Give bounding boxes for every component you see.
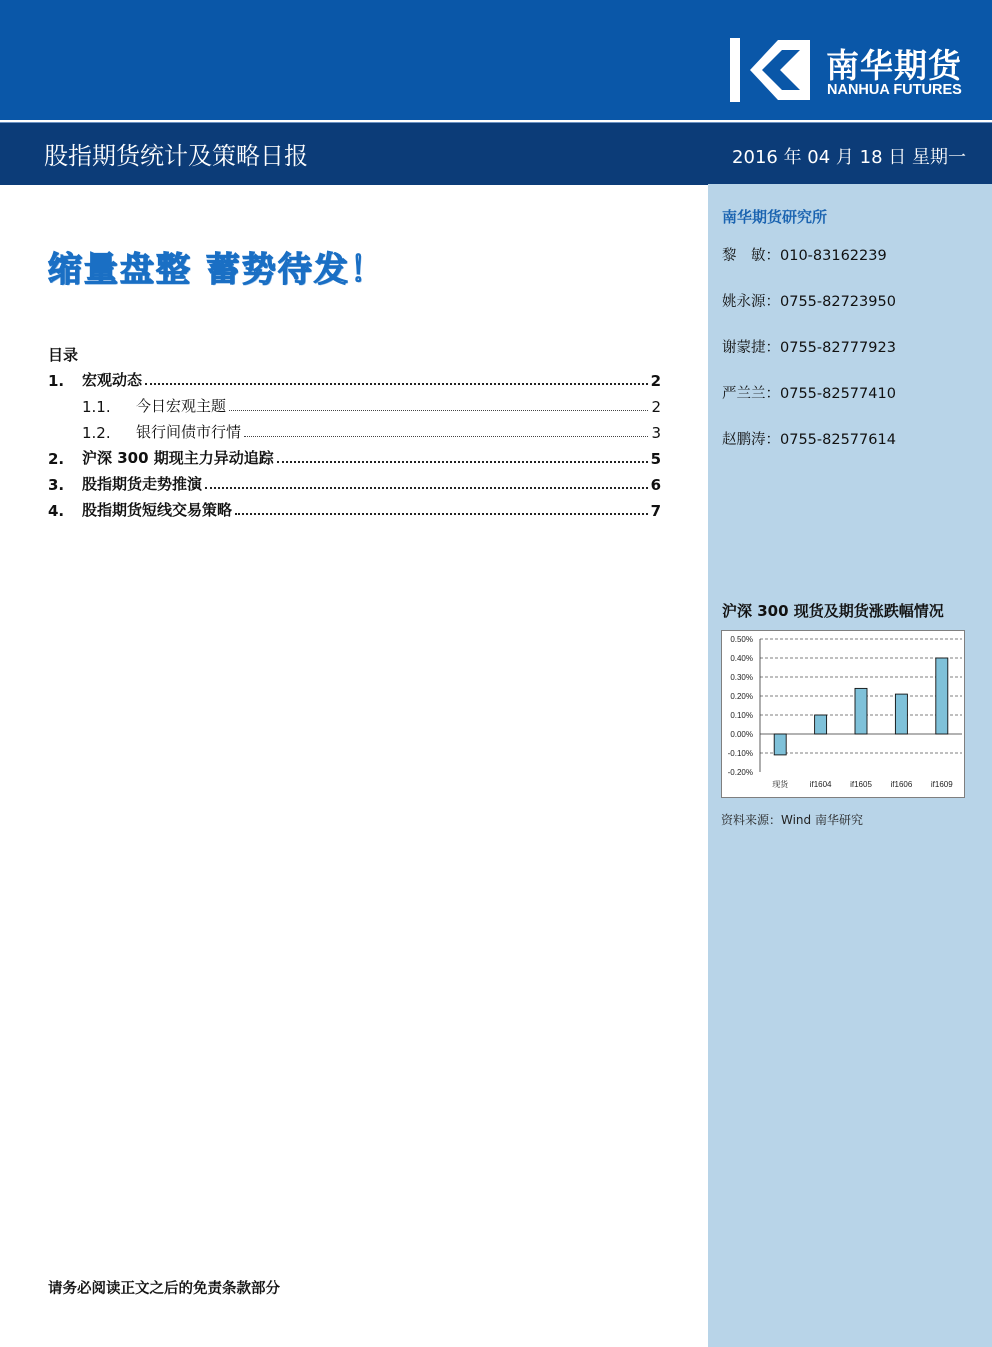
toc-item-page: 2 (651, 398, 661, 416)
nanhua-logo-icon (728, 34, 812, 106)
x-tick-label: if1606 (890, 780, 913, 789)
contact-phone: 0755-82577410 (780, 386, 896, 402)
toc-item-page: 6 (650, 476, 661, 494)
contact-row (722, 336, 896, 357)
logo-en-text: NANHUA FUTURES (827, 82, 962, 98)
contact-row (722, 290, 896, 311)
bar (936, 658, 948, 734)
toc-item-label: 股指期货短线交易策略 (82, 501, 233, 519)
toc-item-label: 宏观动态 (82, 371, 143, 389)
bar (895, 694, 907, 734)
toc-item-page: 7 (650, 502, 661, 520)
report-date: 2016 年 04 月 18 日 星期一 (732, 147, 966, 168)
contact-row (722, 428, 896, 449)
y-tick-label: 0.40% (730, 654, 753, 663)
toc-item[interactable] (48, 472, 661, 494)
toc-item-number: 4. (48, 502, 65, 520)
toc-item[interactable] (82, 420, 661, 442)
toc-item-page: 3 (651, 424, 661, 442)
toc-heading: 目录 (48, 346, 79, 364)
toc-item-page: 5 (650, 450, 661, 468)
bar (855, 688, 867, 734)
toc-dot-leader (145, 383, 648, 385)
toc-item[interactable] (48, 368, 661, 390)
report-title: 股指期货统计及策略日报 (44, 142, 308, 170)
toc-item[interactable] (48, 446, 661, 468)
chart-source: 资料来源：Wind 南华研究 (721, 813, 863, 827)
y-tick-label: -0.10% (727, 749, 753, 758)
toc-item-label: 股指期货走势推演 (82, 475, 203, 493)
toc-item-label: 银行间债市行情 (136, 423, 242, 441)
toc-item[interactable] (48, 498, 661, 520)
toc-dot-leader (205, 487, 648, 489)
y-tick-label: 0.00% (730, 730, 753, 739)
bar (774, 734, 786, 755)
x-tick-label: if1609 (930, 780, 953, 789)
contact-name: 姚永源： (722, 294, 780, 310)
toc-item-number: 1.1. (82, 398, 111, 416)
company-logo (728, 30, 978, 110)
toc-item-number: 3. (48, 476, 65, 494)
contact-name: 谢蒙捷： (722, 340, 780, 356)
y-tick-label: 0.50% (730, 635, 753, 644)
bar (815, 715, 827, 734)
bar-chart (722, 631, 964, 797)
x-tick-label: if1604 (809, 780, 832, 789)
disclaimer: 请务必阅读正文之后的免责条款部分 (48, 1281, 280, 1297)
chart-frame (721, 630, 965, 798)
x-tick-label: 现货 (772, 780, 789, 789)
toc-dot-leader (244, 436, 648, 437)
y-tick-label: 0.20% (730, 692, 753, 701)
toc-item-label: 今日宏观主题 (136, 397, 227, 415)
contact-name: 黎 敏： (722, 248, 780, 264)
y-tick-label: -0.20% (727, 768, 753, 777)
sidebar (708, 184, 992, 1347)
contact-name: 严兰兰： (722, 386, 780, 402)
contact-phone: 010-83162239 (780, 248, 887, 264)
toc-item-number: 1.2. (82, 424, 111, 442)
y-tick-label: 0.10% (730, 711, 753, 720)
toc-dot-leader (277, 461, 648, 463)
institute-name: 南华期货研究所 (722, 208, 828, 226)
y-tick-label: 0.30% (730, 673, 753, 682)
toc-item-page: 2 (650, 372, 661, 390)
headline: 缩量盘整 蓄势待发！ (48, 250, 386, 290)
x-tick-label: if1605 (850, 780, 872, 789)
contact-row (722, 382, 896, 403)
logo-cn-text: 南华期货 (826, 46, 962, 85)
contact-phone: 0755-82777923 (780, 340, 896, 356)
contact-name: 赵鹏涛： (722, 432, 780, 448)
contact-row (722, 244, 887, 265)
toc-item[interactable] (82, 394, 661, 416)
toc-item-number: 1. (48, 372, 65, 390)
contact-phone: 0755-82577614 (780, 432, 896, 448)
toc-item-label: 沪深 300 期现主力异动追踪 (82, 449, 274, 467)
toc-dot-leader (235, 513, 648, 515)
chart-title: 沪深 300 现货及期货涨跌幅情况 (722, 602, 944, 620)
toc-item-number: 2. (48, 450, 65, 468)
contact-phone: 0755-82723950 (780, 294, 896, 310)
toc-dot-leader (229, 410, 648, 411)
